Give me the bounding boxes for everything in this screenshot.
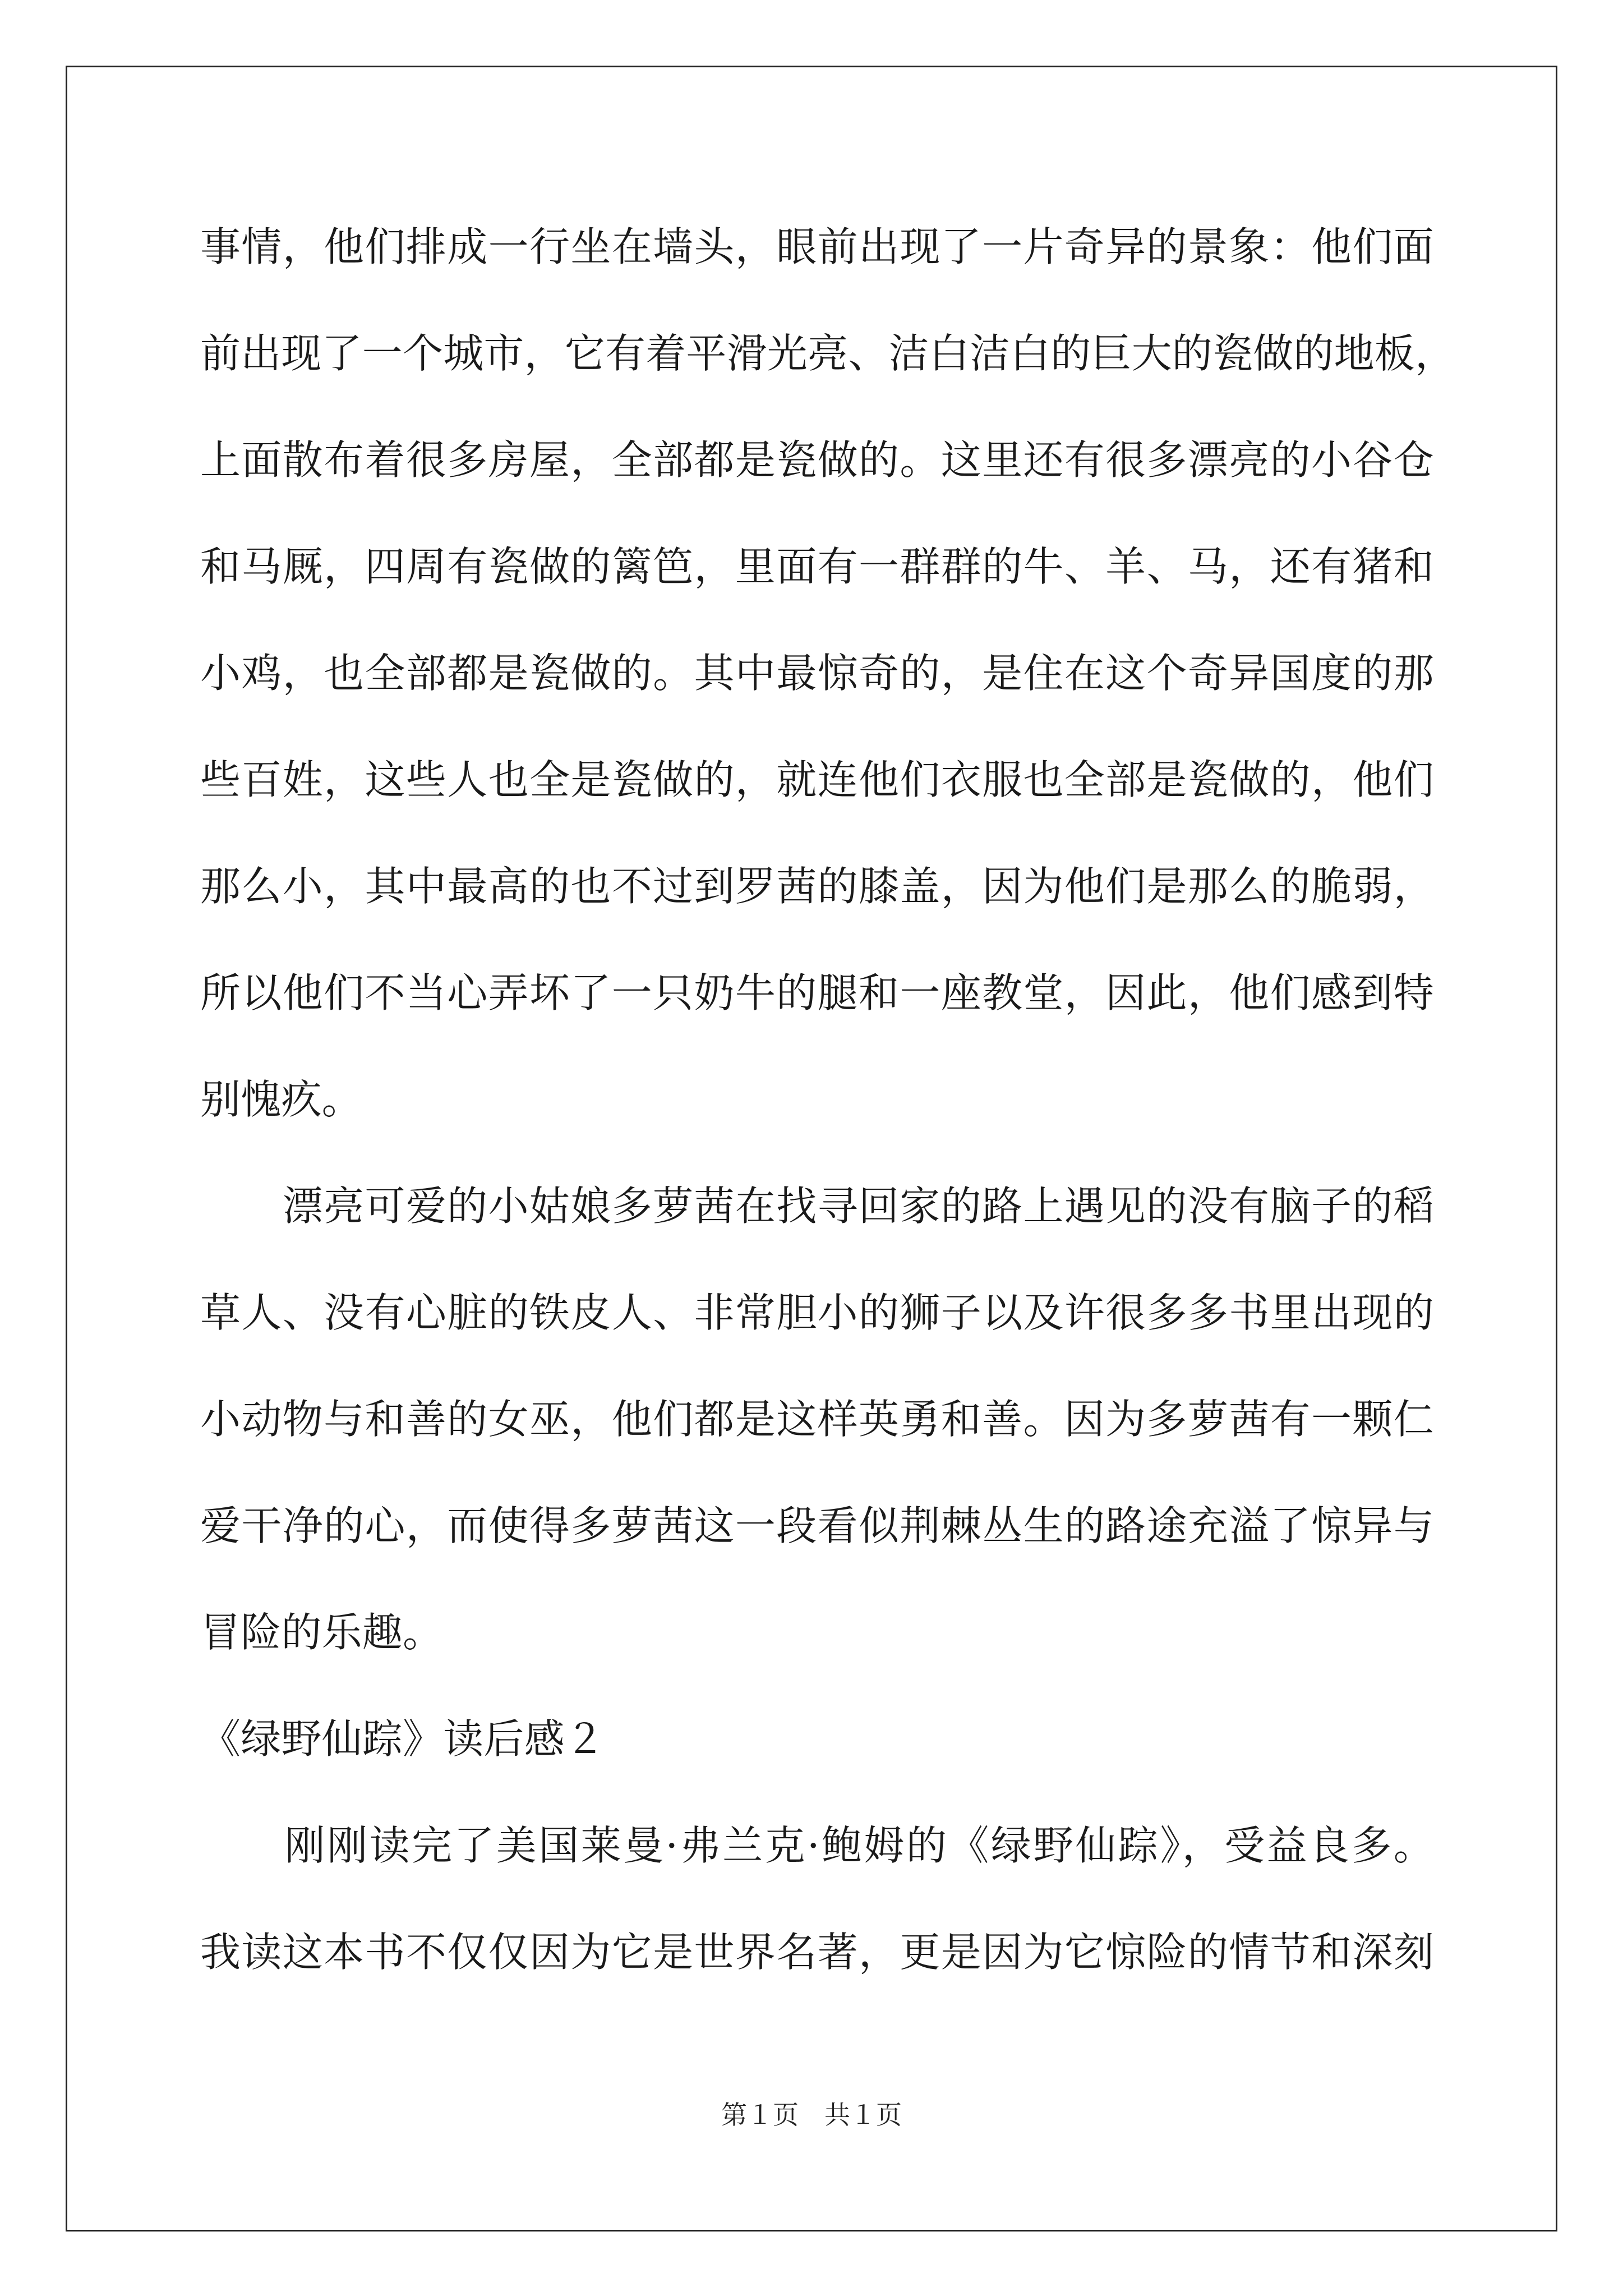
text-line: 和马厩，四周有瓷做的篱笆，里面有一群群的牛、羊、马，还有猪和: [200, 543, 1434, 590]
text-line: 前出现了一个城市，它有着平滑光亮、洁白洁白的巨大的瓷做的地板，: [200, 330, 1456, 377]
text-line: 漂亮可爱的小姑娘多萝茜在找寻回家的路上遇见的没有脑子的稻: [200, 1182, 1434, 1230]
text-line: 所以他们不当心弄坏了一只奶牛的腿和一座教堂，因此，他们感到特: [200, 969, 1434, 1016]
text-line: 那么小，其中最高的也不过到罗茜的膝盖，因为他们是那么的脆弱，: [200, 863, 1434, 910]
text-line: 冒险的乐趣。: [200, 1609, 444, 1656]
text-line: 小鸡，也全部都是瓷做的。其中最惊奇的，是住在这个奇异国度的那: [200, 650, 1434, 697]
section-heading: 《绿野仙踪》读后感２: [200, 1715, 606, 1763]
text-line: 草人、没有心脏的铁皮人、非常胆小的狮子以及许很多多书里出现的: [200, 1289, 1434, 1336]
text-line: 我读这本书不仅仅因为它是世界名著，更是因为它惊险的情节和深刻: [200, 1929, 1434, 1976]
text-line: 上面散布着很多房屋，全部都是瓷做的。这里还有很多漂亮的小谷仓: [200, 436, 1434, 484]
text-line: 爱干净的心，而使得多萝茜这一段看似荆棘丛生的路途充溢了惊异与: [200, 1502, 1434, 1549]
text-line: 些百姓，这些人也全是瓷做的，就连他们衣服也全部是瓷做的，他们: [200, 756, 1434, 803]
page-footer: 第１页 共１页: [721, 2100, 902, 2130]
text-line: 小动物与和善的女巫，他们都是这样英勇和善。因为多萝茜有一颗仁: [200, 1396, 1434, 1443]
text-line: 刚刚读完了美国莱曼·弗兰克·鲍姆的《绿野仙踪》，受益良多。: [200, 1822, 1434, 1869]
page-border: [66, 66, 1557, 2231]
text-line: 事情，他们排成一行坐在墙头，眼前出现了一片奇异的景象：他们面: [200, 223, 1434, 270]
text-line: 别愧疚。: [200, 1076, 362, 1123]
